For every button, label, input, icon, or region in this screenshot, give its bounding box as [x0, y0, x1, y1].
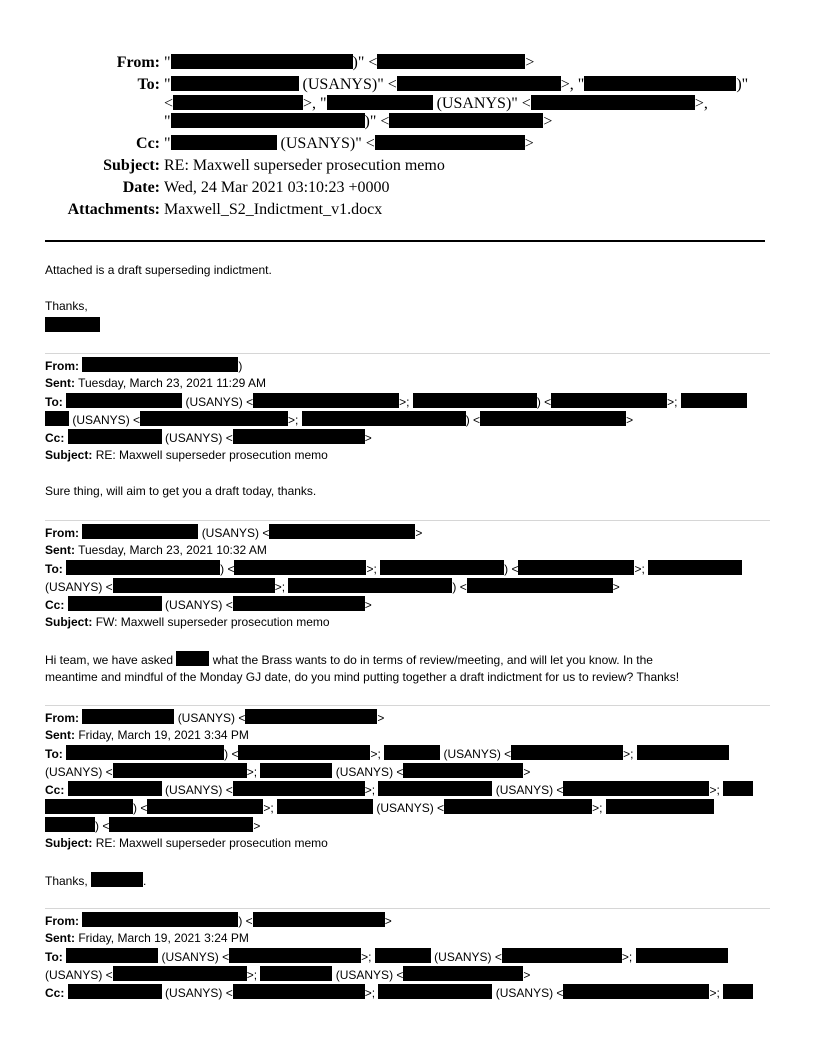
header-divider	[45, 240, 765, 242]
redaction	[606, 799, 714, 814]
redaction	[68, 596, 162, 611]
redaction	[277, 799, 373, 814]
msg3-cc-cont-2: ) < >	[45, 817, 260, 833]
attachment-link[interactable]: Maxwell_S2_Indictment_v1.docx	[164, 201, 383, 218]
redaction	[584, 76, 736, 91]
msg4-sent: Sent: Friday, March 19, 2021 3:24 PM	[45, 931, 249, 945]
redaction	[269, 524, 415, 539]
redaction	[723, 781, 753, 796]
body-text: Attached is a draft superseding indictment.	[45, 263, 272, 277]
redaction	[375, 135, 525, 150]
msg3-cc: Cc: (USANYS) < >; (USANYS) < >;	[45, 781, 753, 797]
redaction	[113, 763, 247, 778]
redaction	[253, 393, 399, 408]
msg2-from: From: (USANYS) < >	[45, 526, 423, 540]
redaction	[66, 393, 182, 408]
redaction	[238, 745, 370, 760]
msg4-cc: Cc: (USANYS) < >; (USANYS) < >;	[45, 984, 753, 1000]
body-thanks: Thanks,	[45, 299, 88, 313]
redaction	[397, 76, 561, 91]
redaction	[66, 560, 220, 575]
redaction	[68, 984, 162, 999]
header-cc-label: Cc:	[136, 135, 160, 152]
redaction	[389, 113, 543, 128]
msg3-body: Thanks, .	[45, 874, 147, 888]
message-separator	[45, 705, 770, 706]
redaction	[171, 54, 353, 69]
redaction	[82, 524, 198, 539]
redaction	[233, 596, 365, 611]
redaction	[45, 411, 69, 426]
redaction	[648, 560, 742, 575]
redaction	[302, 411, 466, 426]
msg2-to: To: ) < >; ) < >;	[45, 560, 742, 576]
msg1-to-cont: (USANYS) < >; ) < >	[45, 411, 633, 427]
redaction	[563, 984, 709, 999]
message-separator	[45, 353, 770, 354]
msg2-body-line1: Hi team, we have asked what the Brass wants to do in terms of review/meeting, and will let you know. In the	[45, 653, 653, 667]
redaction	[82, 912, 238, 927]
redaction	[518, 560, 634, 575]
msg3-from: From: (USANYS) < >	[45, 711, 385, 725]
redaction	[253, 912, 385, 927]
msg4-to: To: (USANYS) < >; (USANYS) < >;	[45, 948, 728, 964]
header-to-label: To:	[137, 76, 160, 93]
redaction	[260, 763, 332, 778]
redaction	[245, 709, 377, 724]
redaction	[636, 948, 728, 963]
redaction	[82, 357, 238, 372]
header-attachments-label: Attachments:	[67, 201, 160, 218]
redaction	[113, 578, 275, 593]
msg3-sent: Sent: Friday, March 19, 2021 3:34 PM	[45, 728, 249, 742]
redaction	[380, 560, 504, 575]
redaction	[637, 745, 729, 760]
redaction	[563, 781, 709, 796]
redaction	[375, 948, 431, 963]
header-from-label: From:	[116, 54, 160, 71]
redaction	[681, 393, 747, 408]
redaction	[45, 799, 133, 814]
redaction	[233, 984, 365, 999]
msg1-cc: Cc: (USANYS) < >	[45, 431, 372, 445]
redaction	[113, 966, 247, 981]
redaction	[171, 135, 277, 150]
redaction	[45, 817, 95, 832]
redaction	[531, 95, 695, 110]
redaction	[176, 651, 209, 666]
redaction	[384, 745, 440, 760]
msg2-sent: Sent: Tuesday, March 23, 2021 10:32 AM	[45, 543, 267, 557]
redaction	[378, 984, 492, 999]
redaction	[233, 429, 365, 444]
msg3-cc-cont: ) < >; (USANYS) < >;	[45, 799, 714, 815]
header-subject-label: Subject:	[103, 157, 160, 174]
redaction	[723, 984, 753, 999]
msg1-subject: Subject: RE: Maxwell superseder prosecution memo	[45, 448, 328, 462]
redaction	[467, 578, 613, 593]
redaction	[551, 393, 667, 408]
redaction	[377, 54, 525, 69]
redaction	[173, 95, 303, 110]
redaction	[68, 781, 162, 796]
redaction	[66, 745, 224, 760]
redaction	[413, 393, 537, 408]
redaction	[140, 411, 288, 426]
header-subject: RE: Maxwell superseder prosecution memo	[164, 157, 445, 174]
redaction	[480, 411, 626, 426]
msg1-to: To: (USANYS) < >; ) < >;	[45, 393, 747, 409]
redaction	[233, 781, 365, 796]
redaction	[511, 745, 623, 760]
redaction	[444, 799, 592, 814]
redaction	[171, 113, 365, 128]
redaction	[91, 872, 143, 887]
msg2-subject: Subject: FW: Maxwell superseder prosecution memo	[45, 615, 330, 629]
signature-redaction	[45, 317, 100, 332]
header-date-label: Date:	[122, 179, 160, 196]
redaction	[502, 948, 622, 963]
msg3-subject: Subject: RE: Maxwell superseder prosecution memo	[45, 836, 328, 850]
redaction	[403, 763, 523, 778]
redaction	[68, 429, 162, 444]
msg2-cc: Cc: (USANYS) < >	[45, 598, 372, 612]
redaction	[403, 966, 523, 981]
msg4-to-cont: (USANYS) < >; (USANYS) < >	[45, 968, 531, 982]
message-separator	[45, 520, 770, 521]
redaction	[234, 560, 366, 575]
msg4-from: From: ) < >	[45, 914, 392, 928]
redaction	[378, 781, 492, 796]
header-date: Wed, 24 Mar 2021 03:10:23 +0000	[164, 179, 390, 196]
redaction	[229, 948, 361, 963]
msg1-sent: Sent: Tuesday, March 23, 2021 11:29 AM	[45, 376, 267, 390]
msg2-to-cont: (USANYS) < >; ) < >	[45, 580, 620, 594]
msg1-from: From: )	[45, 359, 243, 373]
msg2-body-line2: meantime and mindful of the Monday GJ date, do you mind putting together a draft indictment for us to review? Thanks!	[45, 670, 680, 684]
message-separator	[45, 908, 770, 909]
msg1-body: Sure thing, will aim to get you a draft today, thanks.	[45, 484, 317, 498]
redaction	[109, 817, 253, 832]
redaction	[66, 948, 158, 963]
redaction	[288, 578, 452, 593]
redaction	[147, 799, 263, 814]
msg3-to-cont: (USANYS) < >; (USANYS) < >	[45, 765, 531, 779]
redaction	[327, 95, 433, 110]
redaction	[82, 709, 174, 724]
msg3-to: To: ) < >; (USANYS) < >;	[45, 745, 729, 761]
redaction	[171, 76, 299, 91]
redaction	[260, 966, 332, 981]
